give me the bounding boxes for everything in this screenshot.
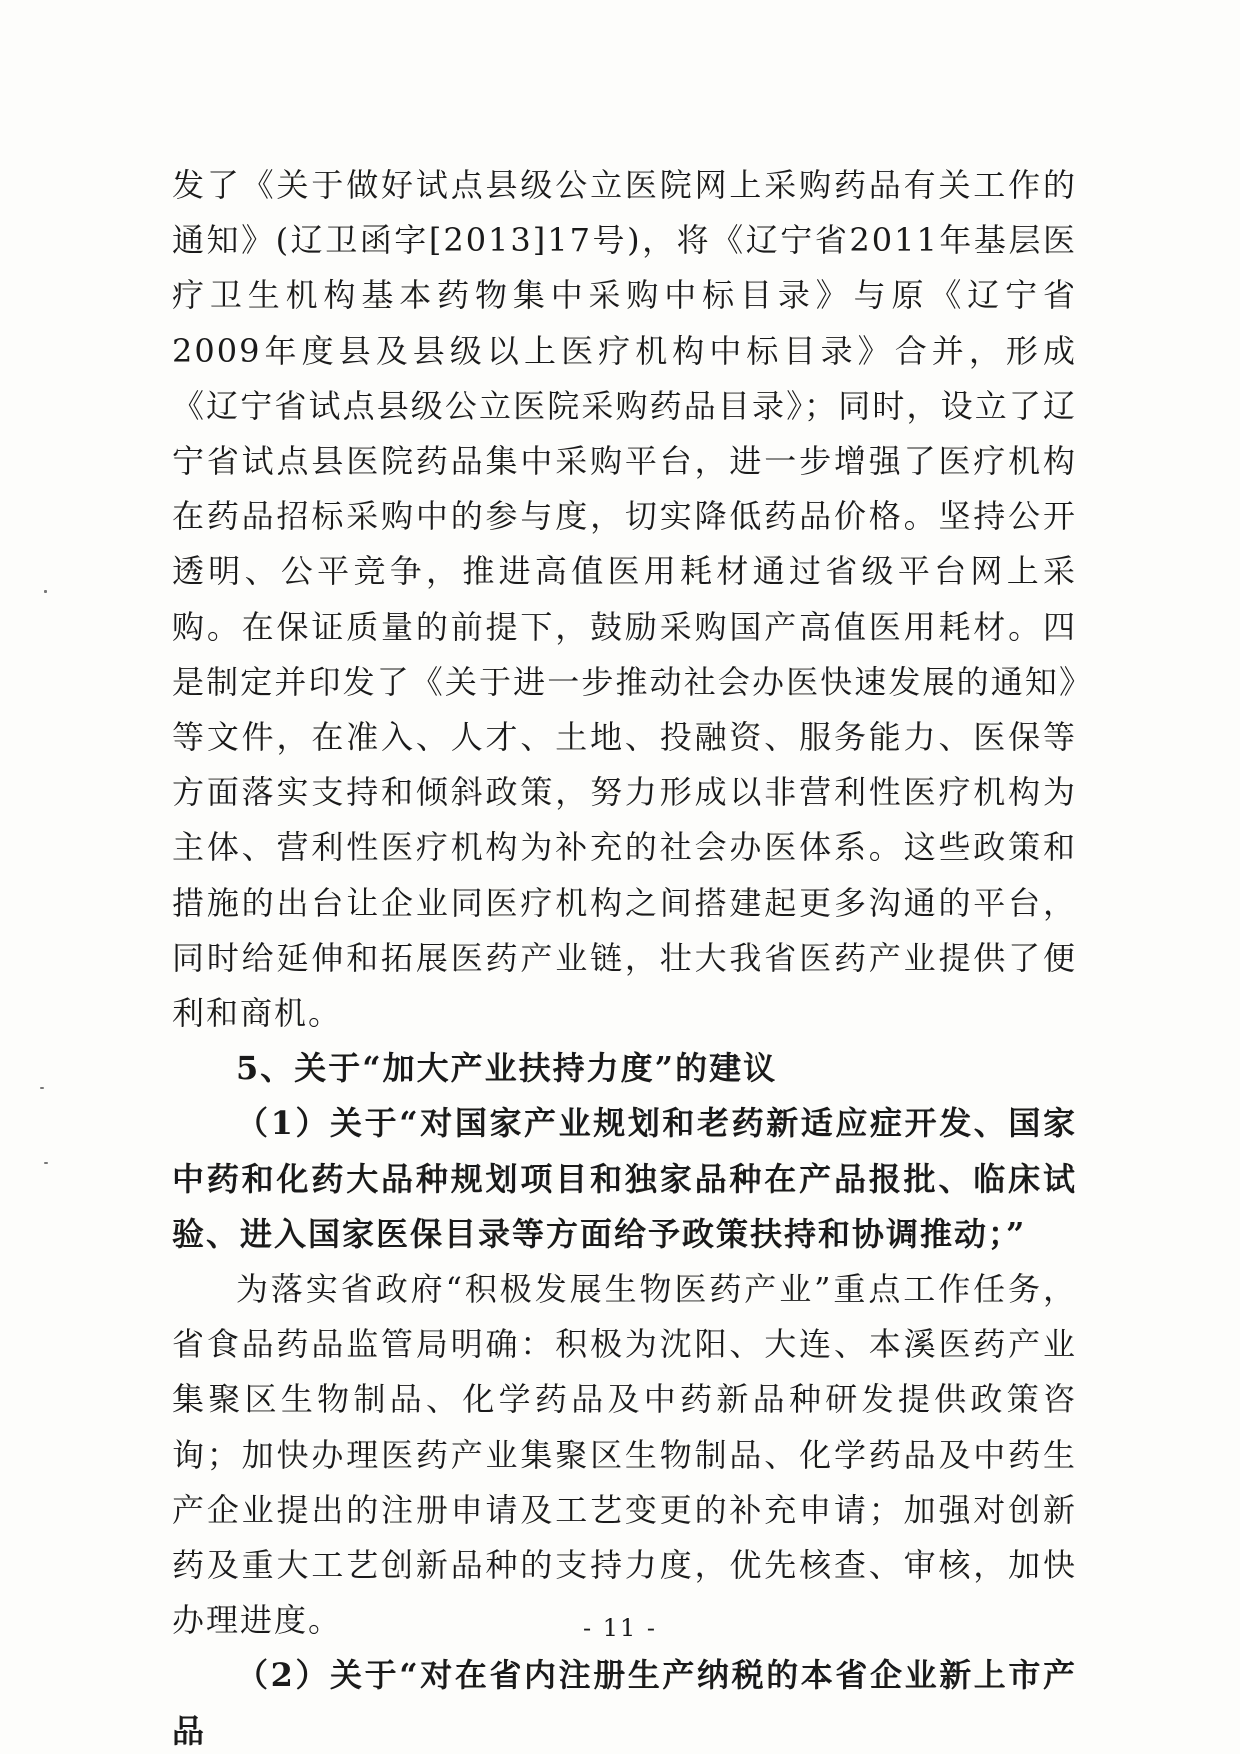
scan-speck <box>44 1162 48 1164</box>
page-number: - 11 - <box>582 1614 657 1642</box>
document-body <box>172 158 1077 1759</box>
paragraph-response-1: 为落实省政府“积极发展生物医药产业”重点工作任务，省食品药品监管局明确：积极为沈阳、大连、本溪医药产业集聚区生物制品、化学药品及中药新品种研发提供政策咨询；加快办理医药产业集聚区生物制品、化学药品及中药生产企业提出的注册申请及工艺变更的补充申请；加强对创新药及重大工艺创新品种的支持力度，优先核查、审核，加快办理进度。 <box>172 1270 1077 1640</box>
suggestion-2-heading: （2）关于“对在省内注册生产纳税的本省企业新上市产品 <box>172 1656 1077 1750</box>
section-heading-5: 5、关于“加大产业扶持力度”的建议 <box>236 1049 778 1088</box>
scan-speck <box>44 590 47 593</box>
scan-speck <box>40 1087 44 1089</box>
paragraph-continuation: 发了《关于做好试点县级公立医院网上采购药品有关工作的通知》(辽卫函字[2013]17号)，将《辽宁省2011年基层医疗卫生机构基本药物集中采购中标目录》与原《辽宁省2009年度县及县级以上医疗机构中标目录》合并，形成《辽宁省试点县级公立医院采购药品目录》；同时，设立了辽宁省试点县医院药品集中采购平台，进一步增强了医疗机构在药品招标采购中的参与度，切实降低药品价格。坚持公开透明、公平竞争，推进高值医用耗材通过省级平台网上采购。在保证质量的前提下，鼓励采购国产高值医用耗材。四是制定并印发了《关于进一步推动社会办医快速发展的通知》等文件，在准入、人才、土地、投融资、服务能力、医保等方面落实支持和倾斜政策，努力形成以非营利性医疗机构为主体、营利性医疗机构为补充的社会办医体系。这些政策和措施的出台让企业同医疗机构之间搭建起更多沟通的平台，同时给延伸和拓展医药产业链，壮大我省医药产业提供了便利和商机。 <box>172 166 1077 1033</box>
suggestion-1-heading: （1）关于“对国家产业规划和老药新适应症开发、国家中药和化药大品种规划项目和独家品种在产品报批、临床试验、进入国家医保目录等方面给予政策扶持和协调推动；” <box>172 1104 1077 1253</box>
